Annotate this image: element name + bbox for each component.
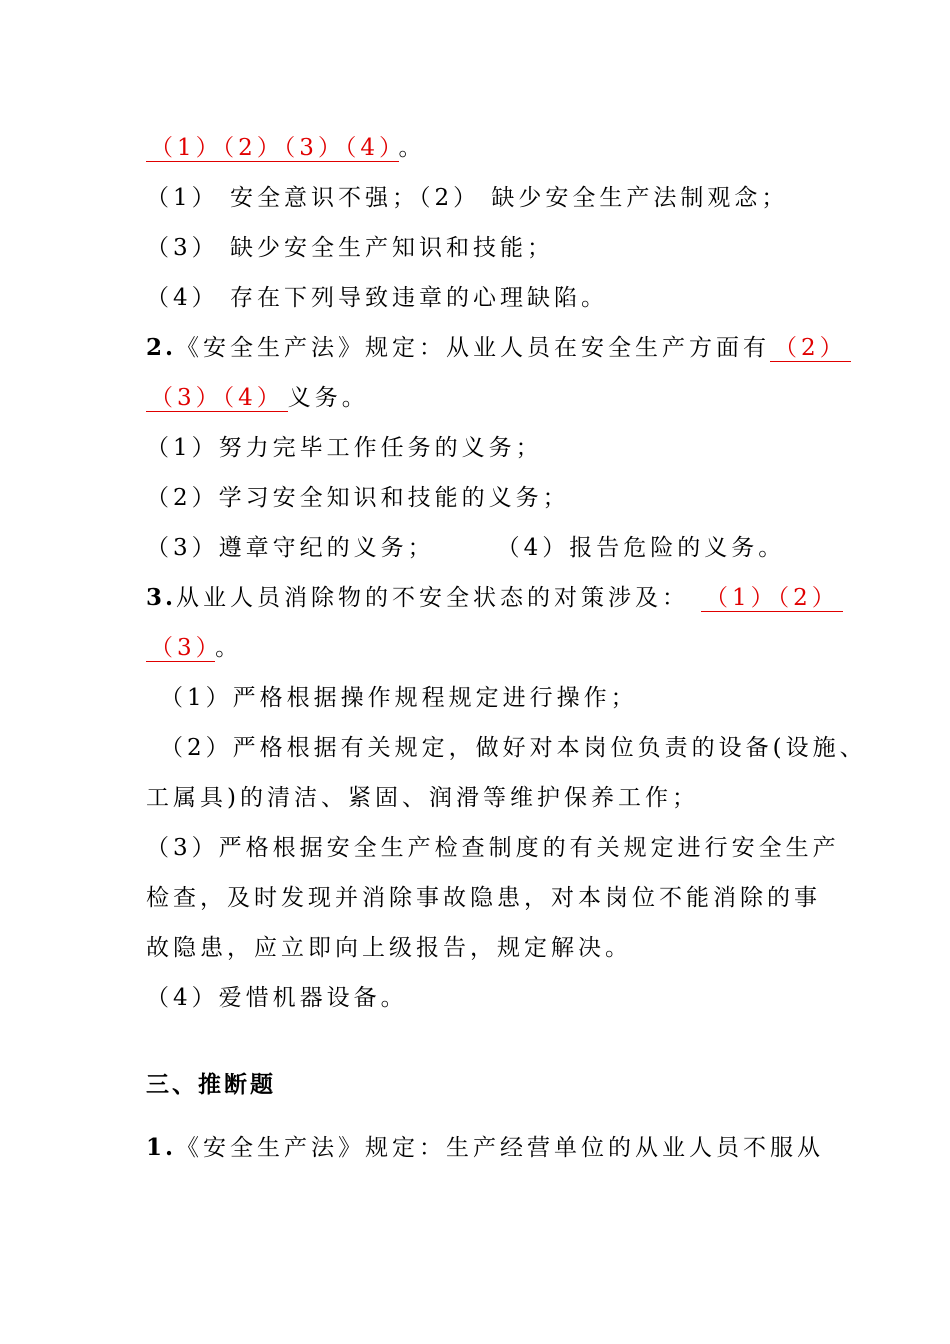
section-3-title: 三、推断题 (146, 1071, 276, 1098)
q3-number: 3. (146, 584, 177, 611)
q2-answer-suffix: 义务。 (287, 385, 369, 411)
q3-stem (146, 583, 843, 613)
section-3-q1-text: 《安全生产法》规定：生产经营单位的从业人员不服从 (176, 1135, 825, 1161)
q2-option-4: （4）报告危险的义务。 (496, 535, 786, 561)
q2-option-1: （1）努力完毕工作任务的义务； (146, 435, 543, 461)
q3-option-2a: （2）严格根据有关规定，做好对本岗位负责的设备(设施、 (160, 735, 867, 761)
q3-option-4: （4）爱惜机器设备。 (146, 985, 408, 1011)
q3-stem-cont (146, 633, 242, 663)
q2-number: 2. (146, 334, 177, 361)
q1-option-1-2: （1） 安全意识不强；（2） 缺少安全生产法制观念； (146, 185, 789, 211)
q2-stem-cont (146, 383, 369, 413)
section-3-q1-number: 1. (146, 1134, 177, 1161)
q2-option-3: （3）遵章守纪的义务； (146, 535, 435, 561)
q1-option-3: （3） 缺少安全生产知识和技能； (146, 235, 554, 261)
q3-answer-suffix: 。 (215, 635, 243, 661)
q3-answer-a: （1）（2） (701, 585, 843, 612)
q3-option-3c: 故隐患，应立即向上级报告，规定解决。 (146, 935, 632, 961)
q2-option-3-4 (146, 533, 785, 563)
q2-option-2: （2）学习安全知识和技能的义务； (146, 485, 570, 511)
q2-answer-a: （2） (770, 335, 851, 362)
q2-stem (146, 333, 851, 363)
section-3-q1 (146, 1133, 824, 1163)
q1-answer-line (146, 133, 426, 163)
q3-option-1: （1）严格根据操作规程规定进行操作； (160, 685, 638, 711)
q3-option-3a: （3）严格根据安全生产检查制度的有关规定进行安全生产 (146, 835, 840, 861)
q1-answer: （1）（2）（3）（4） (146, 135, 399, 162)
q3-option-2b: 工属具)的清洁、紧固、润滑等维护保养工作； (146, 785, 699, 811)
q2-answer-b: （3）（4） (146, 385, 288, 412)
q1-answer-suffix: 。 (398, 135, 426, 161)
q3-option-3b: 检查，及时发现并消除事故隐患，对本岗位不能消除的事 (146, 885, 821, 911)
q1-option-4: （4） 存在下列导致违章的心理缺陷。 (146, 285, 608, 311)
q2-text: 《安全生产法》规定：从业人员在安全生产方面有 (176, 335, 771, 361)
q3-text: 从业人员消除物的不安全状态的对策涉及： (176, 585, 690, 611)
q3-answer-b: （3） (146, 635, 215, 662)
